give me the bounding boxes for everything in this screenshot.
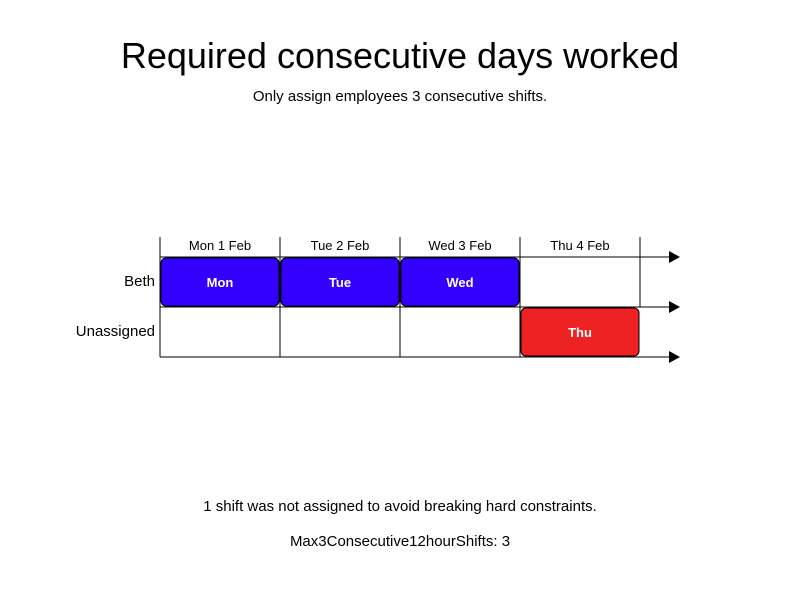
page-subtitle: Only assign employees 3 consecutive shifts. [252, 88, 548, 105]
shift-label: Tue [328, 275, 352, 290]
shift-label: Thu [568, 325, 592, 340]
arrow-head-icon [669, 351, 680, 363]
constraint-score: Max3Consecutive12hourShifts: 3 [289, 533, 511, 550]
day-headers [189, 238, 610, 253]
row-label: Beth [124, 273, 155, 290]
shift-label: Wed [446, 275, 474, 290]
day-header: Thu 4 Feb [550, 238, 610, 253]
unassigned-note: 1 shift was not assigned to avoid breaking hard constraints. [203, 498, 597, 515]
row-labels [76, 273, 155, 340]
page-title: Required consecutive days worked [120, 35, 680, 76]
shift-label: Mon [206, 275, 234, 290]
day-header: Wed 3 Feb [428, 238, 492, 253]
day-header: Mon 1 Feb [188, 238, 252, 253]
arrow-head-icon [669, 301, 680, 313]
row-label: Unassigned [75, 323, 155, 340]
arrow-head-icon [669, 251, 680, 263]
day-header: Tue 2 Feb [310, 238, 370, 253]
